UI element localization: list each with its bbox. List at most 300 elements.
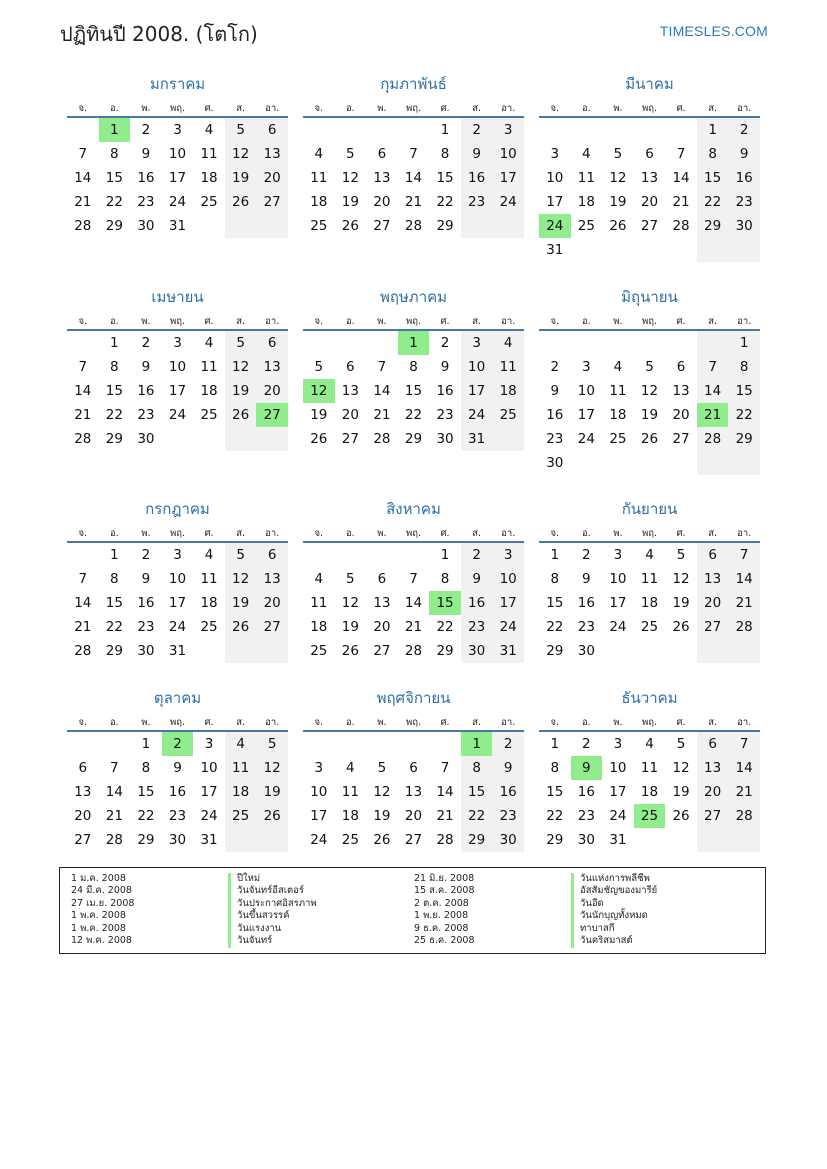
day-cell[interactable]: 10	[461, 355, 493, 379]
day-cell[interactable]: 27	[74, 832, 92, 848]
day-cell[interactable]: 7	[676, 146, 686, 162]
day-cell[interactable]: 3	[550, 146, 560, 162]
day-cell[interactable]: 30	[137, 431, 155, 447]
day-cell[interactable]: 29	[461, 828, 493, 852]
day-cell[interactable]: 14	[404, 170, 423, 186]
day-cell[interactable]: 5	[676, 736, 686, 752]
day-cell[interactable]: 3	[582, 359, 591, 375]
day-cell[interactable]: 30	[546, 455, 564, 471]
day-cell[interactable]: 19	[373, 808, 391, 824]
day-cell[interactable]: 15	[404, 383, 423, 399]
day-cell[interactable]: 15	[697, 166, 729, 190]
day-cell[interactable]: 19	[341, 194, 359, 210]
day-cell[interactable]: 5	[377, 760, 387, 776]
day-cell[interactable]: 20	[373, 194, 391, 210]
day-cell[interactable]: 17	[577, 407, 595, 423]
day-cell[interactable]: 19	[640, 407, 659, 423]
day-cell[interactable]: 11	[200, 571, 218, 587]
day-cell[interactable]: 1	[110, 335, 119, 351]
day-cell[interactable]: 13	[373, 170, 391, 186]
day-cell[interactable]: 13	[404, 784, 423, 800]
day-cell[interactable]: 26	[225, 615, 257, 639]
day-cell[interactable]: 19	[672, 595, 690, 611]
day-cell[interactable]: 13	[672, 383, 690, 399]
day-cell[interactable]: 18	[609, 407, 627, 423]
day-cell[interactable]: 13	[74, 784, 92, 800]
day-cell[interactable]: 6	[676, 359, 686, 375]
day-cell[interactable]: 1	[440, 122, 450, 138]
day-cell[interactable]: 31	[168, 218, 187, 234]
day-cell[interactable]: 5	[346, 571, 355, 587]
day-cell[interactable]: 27	[640, 218, 659, 234]
day-cell[interactable]: 17	[168, 595, 187, 611]
day-cell[interactable]: 27	[256, 190, 288, 214]
day-cell[interactable]: 5	[346, 146, 355, 162]
day-cell[interactable]: 21	[74, 194, 92, 210]
day-cell[interactable]: 7	[409, 571, 418, 587]
day-cell[interactable]: 11	[640, 571, 659, 587]
day-cell[interactable]: 5	[676, 547, 686, 563]
day-cell[interactable]: 17	[546, 194, 564, 210]
day-cell[interactable]: 31	[492, 639, 524, 663]
day-cell[interactable]: 6	[645, 146, 654, 162]
day-cell[interactable]: 3	[461, 331, 493, 355]
day-cell[interactable]: 30	[436, 431, 454, 447]
day-cell[interactable]: 30	[492, 828, 524, 852]
day-cell[interactable]: 8	[409, 359, 418, 375]
day-cell[interactable]: 12	[672, 760, 690, 776]
day-cell[interactable]: 2	[582, 547, 591, 563]
day-cell[interactable]: 5	[256, 732, 288, 756]
day-cell[interactable]: 25	[200, 407, 218, 423]
day-cell[interactable]: 19	[609, 194, 627, 210]
day-cell[interactable]: 21	[404, 194, 423, 210]
day-cell[interactable]: 4	[346, 760, 355, 776]
day-cell[interactable]: 15	[137, 784, 155, 800]
day-cell[interactable]: 10	[609, 760, 627, 776]
day-cell[interactable]: 16	[577, 784, 595, 800]
day-cell[interactable]: 13	[373, 595, 391, 611]
day-cell[interactable]: 14	[697, 379, 729, 403]
day-cell[interactable]: 3	[314, 760, 324, 776]
day-cell[interactable]: 19	[256, 780, 288, 804]
day-cell[interactable]: 20	[672, 407, 690, 423]
day-cell[interactable]: 8	[461, 756, 493, 780]
day-cell[interactable]: 25	[640, 619, 659, 635]
day-cell[interactable]: 12	[341, 595, 359, 611]
day-cell[interactable]: 9	[440, 359, 450, 375]
day-cell[interactable]: 22	[404, 407, 423, 423]
day-cell[interactable]: 30	[137, 218, 155, 234]
day-cell[interactable]: 6	[377, 146, 387, 162]
day-cell[interactable]: 13	[256, 355, 288, 379]
day-cell[interactable]: 27	[373, 643, 391, 659]
day-cell[interactable]: 16	[137, 383, 155, 399]
day-cell[interactable]: 12	[256, 756, 288, 780]
holiday-day-cell[interactable]: 12	[303, 379, 335, 403]
day-cell[interactable]: 15	[546, 784, 564, 800]
day-cell[interactable]: 25	[577, 218, 595, 234]
day-cell[interactable]: 28	[436, 832, 454, 848]
day-cell[interactable]: 28	[728, 804, 760, 828]
day-cell[interactable]: 23	[492, 804, 524, 828]
day-cell[interactable]: 4	[314, 571, 324, 587]
day-cell[interactable]: 19	[225, 379, 257, 403]
day-cell[interactable]: 13	[697, 756, 729, 780]
day-cell[interactable]: 24	[492, 615, 524, 639]
day-cell[interactable]: 5	[225, 543, 257, 567]
day-cell[interactable]: 18	[341, 808, 359, 824]
day-cell[interactable]: 27	[672, 431, 690, 447]
day-cell[interactable]: 15	[105, 595, 123, 611]
day-cell[interactable]: 23	[168, 808, 187, 824]
day-cell[interactable]: 11	[310, 595, 328, 611]
day-cell[interactable]: 21	[728, 591, 760, 615]
day-cell[interactable]: 5	[225, 118, 257, 142]
day-cell[interactable]: 12	[609, 170, 627, 186]
day-cell[interactable]: 30	[168, 832, 187, 848]
day-cell[interactable]: 2	[141, 122, 151, 138]
day-cell[interactable]: 10	[609, 571, 627, 587]
day-cell[interactable]: 26	[672, 619, 690, 635]
day-cell[interactable]: 29	[697, 214, 729, 238]
day-cell[interactable]: 23	[728, 190, 760, 214]
holiday-day-cell[interactable]: 1	[398, 331, 430, 355]
day-cell[interactable]: 28	[728, 615, 760, 639]
day-cell[interactable]: 11	[492, 355, 524, 379]
day-cell[interactable]: 4	[204, 122, 214, 138]
day-cell[interactable]: 14	[404, 595, 423, 611]
day-cell[interactable]: 17	[310, 808, 328, 824]
day-cell[interactable]: 3	[613, 736, 623, 752]
day-cell[interactable]: 26	[225, 403, 257, 427]
day-cell[interactable]: 23	[546, 431, 564, 447]
day-cell[interactable]: 5	[613, 146, 623, 162]
day-cell[interactable]: 21	[74, 619, 92, 635]
day-cell[interactable]: 14	[728, 567, 760, 591]
day-cell[interactable]: 7	[78, 359, 88, 375]
day-cell[interactable]: 14	[728, 756, 760, 780]
day-cell[interactable]: 12	[672, 571, 690, 587]
day-cell[interactable]: 20	[373, 619, 391, 635]
day-cell[interactable]: 16	[137, 170, 155, 186]
day-cell[interactable]: 4	[645, 736, 654, 752]
day-cell[interactable]: 25	[200, 619, 218, 635]
day-cell[interactable]: 4	[492, 331, 524, 355]
day-cell[interactable]: 24	[310, 832, 328, 848]
day-cell[interactable]: 29	[436, 218, 454, 234]
day-cell[interactable]: 20	[640, 194, 659, 210]
day-cell[interactable]: 9	[728, 142, 760, 166]
day-cell[interactable]: 3	[173, 335, 182, 351]
day-cell[interactable]: 20	[256, 591, 288, 615]
day-cell[interactable]: 2	[728, 118, 760, 142]
day-cell[interactable]: 12	[225, 142, 257, 166]
day-cell[interactable]: 29	[105, 431, 123, 447]
day-cell[interactable]: 20	[341, 407, 359, 423]
day-cell[interactable]: 8	[110, 571, 119, 587]
holiday-day-cell[interactable]: 2	[162, 732, 194, 756]
day-cell[interactable]: 10	[200, 760, 218, 776]
day-cell[interactable]: 17	[168, 383, 187, 399]
day-cell[interactable]: 20	[697, 780, 729, 804]
day-cell[interactable]: 13	[640, 170, 659, 186]
day-cell[interactable]: 14	[672, 170, 690, 186]
day-cell[interactable]: 13	[256, 567, 288, 591]
day-cell[interactable]: 8	[110, 146, 119, 162]
holiday-day-cell[interactable]: 24	[539, 214, 571, 238]
day-cell[interactable]: 5	[314, 359, 324, 375]
day-cell[interactable]: 24	[492, 190, 524, 214]
day-cell[interactable]: 24	[609, 808, 627, 824]
day-cell[interactable]: 28	[74, 431, 92, 447]
day-cell[interactable]: 31	[168, 643, 187, 659]
day-cell[interactable]: 29	[105, 218, 123, 234]
day-cell[interactable]: 23	[137, 619, 155, 635]
day-cell[interactable]: 3	[173, 122, 182, 138]
holiday-day-cell[interactable]: 1	[461, 732, 493, 756]
day-cell[interactable]: 30	[137, 643, 155, 659]
day-cell[interactable]: 27	[256, 615, 288, 639]
day-cell[interactable]: 7	[697, 355, 729, 379]
day-cell[interactable]: 26	[672, 808, 690, 824]
day-cell[interactable]: 16	[461, 166, 493, 190]
day-cell[interactable]: 17	[461, 379, 493, 403]
day-cell[interactable]: 27	[697, 804, 729, 828]
day-cell[interactable]: 30	[461, 639, 493, 663]
day-cell[interactable]: 30	[577, 832, 595, 848]
day-cell[interactable]: 22	[728, 403, 760, 427]
day-cell[interactable]: 29	[436, 643, 454, 659]
day-cell[interactable]: 25	[492, 403, 524, 427]
day-cell[interactable]: 9	[141, 359, 151, 375]
day-cell[interactable]: 22	[105, 407, 123, 423]
day-cell[interactable]: 21	[672, 194, 690, 210]
day-cell[interactable]: 2	[141, 335, 151, 351]
day-cell[interactable]: 23	[461, 615, 493, 639]
day-cell[interactable]: 26	[341, 218, 359, 234]
day-cell[interactable]: 25	[200, 194, 218, 210]
day-cell[interactable]: 9	[492, 756, 524, 780]
day-cell[interactable]: 9	[173, 760, 182, 776]
day-cell[interactable]: 23	[577, 619, 595, 635]
day-cell[interactable]: 24	[577, 431, 595, 447]
day-cell[interactable]: 22	[105, 194, 123, 210]
day-cell[interactable]: 18	[310, 194, 328, 210]
day-cell[interactable]: 29	[404, 431, 423, 447]
day-cell[interactable]: 14	[373, 383, 391, 399]
day-cell[interactable]: 22	[546, 619, 564, 635]
day-cell[interactable]: 8	[550, 571, 560, 587]
day-cell[interactable]: 6	[697, 543, 729, 567]
day-cell[interactable]: 11	[341, 784, 359, 800]
day-cell[interactable]: 7	[440, 760, 450, 776]
day-cell[interactable]: 3	[492, 543, 524, 567]
day-cell[interactable]: 2	[550, 359, 560, 375]
day-cell[interactable]: 16	[546, 407, 564, 423]
day-cell[interactable]: 3	[204, 736, 214, 752]
day-cell[interactable]: 23	[137, 407, 155, 423]
day-cell[interactable]: 17	[609, 784, 627, 800]
day-cell[interactable]: 16	[436, 383, 454, 399]
day-cell[interactable]: 8	[697, 142, 729, 166]
day-cell[interactable]: 7	[377, 359, 387, 375]
day-cell[interactable]: 12	[225, 355, 257, 379]
day-cell[interactable]: 18	[577, 194, 595, 210]
day-cell[interactable]: 10	[310, 784, 328, 800]
day-cell[interactable]: 8	[440, 146, 450, 162]
day-cell[interactable]: 10	[168, 146, 187, 162]
day-cell[interactable]: 6	[256, 543, 288, 567]
day-cell[interactable]: 14	[105, 784, 123, 800]
day-cell[interactable]: 15	[105, 383, 123, 399]
day-cell[interactable]: 31	[461, 427, 493, 451]
day-cell[interactable]: 1	[110, 547, 119, 563]
day-cell[interactable]: 25	[341, 832, 359, 848]
day-cell[interactable]: 8	[550, 760, 560, 776]
day-cell[interactable]: 5	[645, 359, 654, 375]
day-cell[interactable]: 11	[577, 170, 595, 186]
day-cell[interactable]: 31	[200, 832, 218, 848]
day-cell[interactable]: 18	[200, 595, 218, 611]
day-cell[interactable]: 17	[609, 595, 627, 611]
day-cell[interactable]: 14	[74, 595, 92, 611]
day-cell[interactable]: 3	[613, 547, 623, 563]
day-cell[interactable]: 6	[697, 732, 729, 756]
day-cell[interactable]: 18	[492, 379, 524, 403]
day-cell[interactable]: 11	[200, 146, 218, 162]
day-cell[interactable]: 15	[436, 170, 454, 186]
day-cell[interactable]: 23	[577, 808, 595, 824]
day-cell[interactable]: 25	[310, 643, 328, 659]
day-cell[interactable]: 10	[546, 170, 564, 186]
day-cell[interactable]: 3	[492, 118, 524, 142]
day-cell[interactable]: 9	[550, 383, 560, 399]
day-cell[interactable]: 18	[200, 170, 218, 186]
day-cell[interactable]: 6	[346, 359, 355, 375]
day-cell[interactable]: 8	[141, 760, 151, 776]
day-cell[interactable]: 31	[546, 242, 564, 258]
day-cell[interactable]: 27	[697, 615, 729, 639]
day-cell[interactable]: 21	[105, 808, 123, 824]
brand-link[interactable]: TIMESLES.COM	[659, 23, 768, 39]
day-cell[interactable]: 13	[256, 142, 288, 166]
day-cell[interactable]: 21	[74, 407, 92, 423]
day-cell[interactable]: 18	[640, 784, 659, 800]
day-cell[interactable]: 21	[373, 407, 391, 423]
day-cell[interactable]: 15	[546, 595, 564, 611]
day-cell[interactable]: 2	[440, 335, 450, 351]
day-cell[interactable]: 8	[728, 355, 760, 379]
day-cell[interactable]: 26	[373, 832, 391, 848]
day-cell[interactable]: 24	[168, 194, 187, 210]
day-cell[interactable]: 8	[440, 571, 450, 587]
day-cell[interactable]: 24	[461, 403, 493, 427]
day-cell[interactable]: 16	[461, 591, 493, 615]
day-cell[interactable]: 18	[310, 619, 328, 635]
day-cell[interactable]: 7	[78, 571, 88, 587]
day-cell[interactable]: 4	[582, 146, 591, 162]
day-cell[interactable]: 7	[728, 732, 760, 756]
day-cell[interactable]: 22	[436, 619, 454, 635]
holiday-day-cell[interactable]: 9	[571, 756, 603, 780]
day-cell[interactable]: 28	[74, 643, 92, 659]
day-cell[interactable]: 20	[256, 166, 288, 190]
day-cell[interactable]: 16	[492, 780, 524, 804]
day-cell[interactable]: 28	[697, 427, 729, 451]
day-cell[interactable]: 18	[200, 383, 218, 399]
day-cell[interactable]: 6	[256, 331, 288, 355]
day-cell[interactable]: 20	[256, 379, 288, 403]
day-cell[interactable]: 23	[137, 194, 155, 210]
day-cell[interactable]: 28	[74, 218, 92, 234]
day-cell[interactable]: 2	[461, 118, 493, 142]
day-cell[interactable]: 29	[728, 427, 760, 451]
day-cell[interactable]: 14	[436, 784, 454, 800]
day-cell[interactable]: 18	[640, 595, 659, 611]
day-cell[interactable]: 12	[373, 784, 391, 800]
day-cell[interactable]: 30	[728, 214, 760, 238]
day-cell[interactable]: 9	[141, 571, 151, 587]
holiday-day-cell[interactable]: 25	[634, 804, 666, 828]
day-cell[interactable]: 2	[582, 736, 591, 752]
day-cell[interactable]: 6	[78, 760, 88, 776]
day-cell[interactable]: 26	[225, 190, 257, 214]
day-cell[interactable]: 7	[78, 146, 88, 162]
day-cell[interactable]: 18	[225, 780, 257, 804]
day-cell[interactable]: 29	[105, 643, 123, 659]
day-cell[interactable]: 10	[577, 383, 595, 399]
day-cell[interactable]: 15	[728, 379, 760, 403]
day-cell[interactable]: 25	[310, 218, 328, 234]
day-cell[interactable]: 9	[461, 142, 493, 166]
day-cell[interactable]: 16	[577, 595, 595, 611]
day-cell[interactable]: 3	[173, 547, 182, 563]
day-cell[interactable]: 9	[582, 571, 591, 587]
day-cell[interactable]: 10	[168, 359, 187, 375]
day-cell[interactable]: 22	[461, 804, 493, 828]
day-cell[interactable]: 31	[609, 832, 627, 848]
day-cell[interactable]: 19	[341, 619, 359, 635]
day-cell[interactable]: 21	[404, 619, 423, 635]
day-cell[interactable]: 2	[492, 732, 524, 756]
day-cell[interactable]: 4	[204, 547, 214, 563]
day-cell[interactable]: 16	[137, 595, 155, 611]
day-cell[interactable]: 10	[492, 567, 524, 591]
day-cell[interactable]: 9	[141, 146, 151, 162]
day-cell[interactable]: 4	[204, 335, 214, 351]
day-cell[interactable]: 22	[546, 808, 564, 824]
day-cell[interactable]: 16	[728, 166, 760, 190]
day-cell[interactable]: 11	[310, 170, 328, 186]
day-cell[interactable]: 27	[341, 431, 359, 447]
day-cell[interactable]: 26	[256, 804, 288, 828]
day-cell[interactable]: 15	[461, 780, 493, 804]
holiday-day-cell[interactable]: 15	[429, 591, 461, 615]
day-cell[interactable]: 29	[546, 832, 564, 848]
day-cell[interactable]: 14	[74, 170, 92, 186]
day-cell[interactable]: 22	[436, 194, 454, 210]
day-cell[interactable]: 8	[110, 359, 119, 375]
day-cell[interactable]: 28	[105, 832, 123, 848]
day-cell[interactable]: 6	[377, 571, 387, 587]
day-cell[interactable]: 17	[200, 784, 218, 800]
day-cell[interactable]: 23	[436, 407, 454, 423]
day-cell[interactable]: 2	[141, 547, 151, 563]
day-cell[interactable]: 17	[492, 166, 524, 190]
day-cell[interactable]: 2	[461, 543, 493, 567]
day-cell[interactable]: 1	[440, 547, 450, 563]
